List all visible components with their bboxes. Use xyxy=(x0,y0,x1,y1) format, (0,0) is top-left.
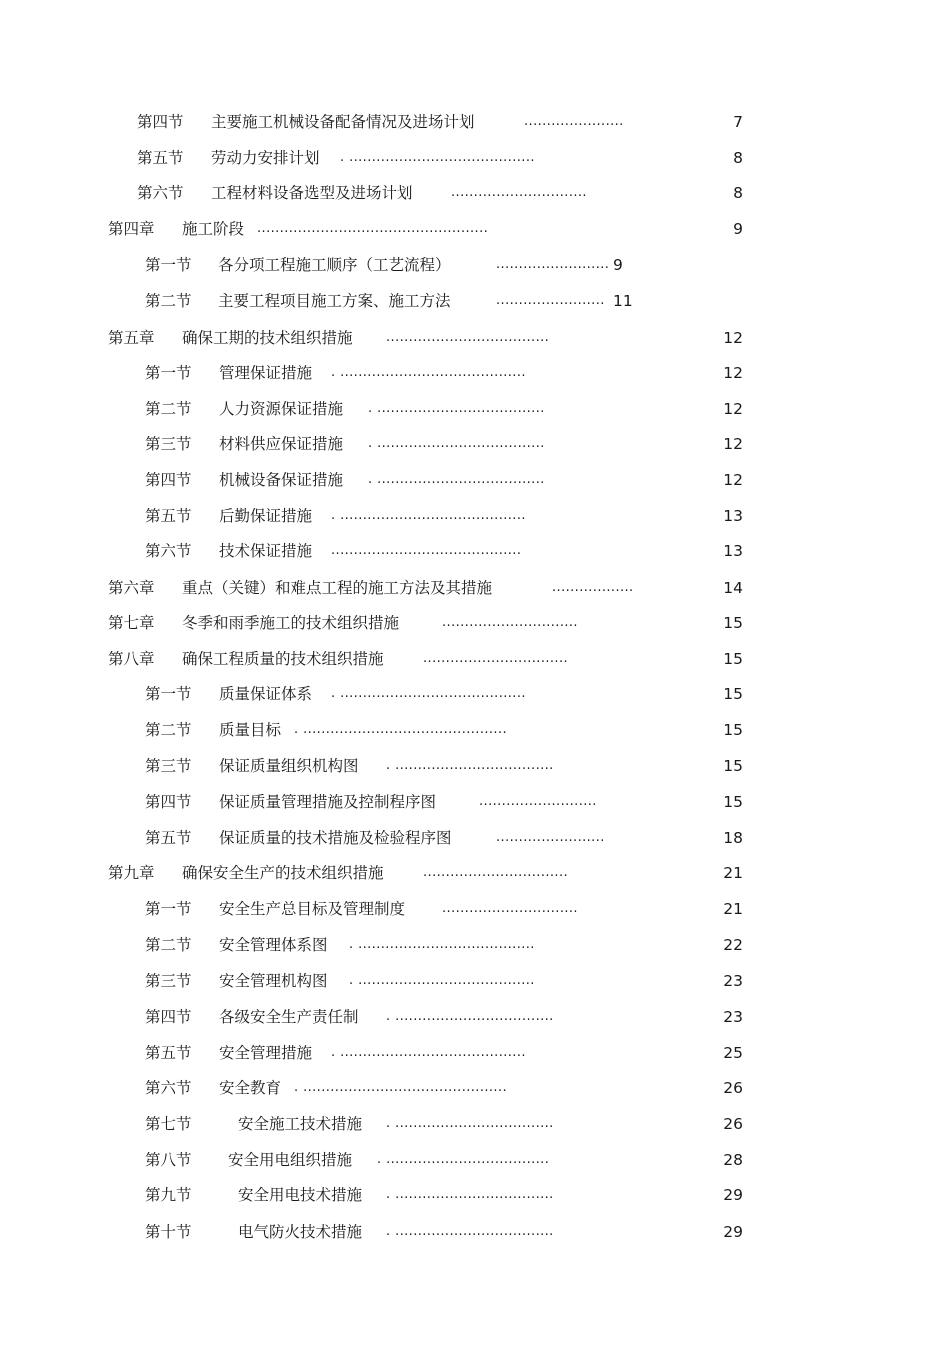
toc-title: 各级安全生产责任制 xyxy=(219,1008,359,1026)
toc-leader: . ......................................... xyxy=(331,365,526,380)
toc-page: 15 xyxy=(723,650,743,668)
toc-leader: . ......................................... xyxy=(331,1045,526,1060)
toc-page: 8 xyxy=(733,184,743,202)
toc-title: 确保安全生产的技术组织措施 xyxy=(182,864,384,882)
toc-number: 第二节 xyxy=(145,400,192,418)
toc-leader: . ..................................... xyxy=(368,472,545,487)
toc-number: 第六节 xyxy=(137,184,184,202)
toc-title: 材料供应保证措施 xyxy=(219,435,344,453)
toc-page: 15 xyxy=(723,685,743,703)
toc-number: 第三节 xyxy=(145,972,192,990)
toc-page: 23 xyxy=(723,972,743,990)
toc-page: 22 xyxy=(723,936,743,954)
toc-leader: ........................ xyxy=(496,293,605,308)
toc-title: 确保工程质量的技术组织措施 xyxy=(182,650,384,668)
toc-page: 21 xyxy=(723,900,743,918)
toc-page: 12 xyxy=(723,471,743,489)
toc-number: 第六章 xyxy=(108,579,155,597)
toc-page: 14 xyxy=(723,579,743,597)
toc-leader: . .................................... xyxy=(377,1152,550,1167)
toc-leader: . ......................................... xyxy=(340,150,535,165)
toc-title: 安全施工技术措施 xyxy=(238,1115,363,1133)
toc-leader: ...................... xyxy=(524,114,624,129)
toc-leader: .................. xyxy=(552,580,634,595)
toc-leader: .................................... xyxy=(386,330,550,345)
toc-page: 15 xyxy=(723,757,743,775)
toc-page: 26 xyxy=(723,1115,743,1133)
toc-title: 安全管理体系图 xyxy=(219,936,328,954)
toc-number: 第六节 xyxy=(145,1079,192,1097)
toc-leader: .............................. xyxy=(451,185,587,200)
toc-title: 重点（关键）和难点工程的施工方法及其措施 xyxy=(182,579,493,597)
toc-page: 21 xyxy=(723,864,743,882)
toc-page: 23 xyxy=(723,1008,743,1026)
toc-page: 12 xyxy=(723,435,743,453)
toc-page: 13 xyxy=(723,542,743,560)
toc-page: 13 xyxy=(723,507,743,525)
toc-leader: . ......................................... xyxy=(331,508,526,523)
toc-number: 第四章 xyxy=(108,220,155,238)
toc-number: 第十节 xyxy=(145,1223,192,1241)
toc-leader: .............................. xyxy=(442,901,578,916)
toc-number: 第二节 xyxy=(145,721,192,739)
toc-title: 保证质量组织机构图 xyxy=(219,757,359,775)
toc-title: 后勤保证措施 xyxy=(219,507,313,525)
toc-title: 电气防火技术措施 xyxy=(238,1223,363,1241)
toc-number: 第五节 xyxy=(145,829,192,847)
toc-number: 第五节 xyxy=(145,507,192,525)
toc-title: 安全用电组织措施 xyxy=(228,1151,353,1169)
toc-title: 安全管理机构图 xyxy=(219,972,328,990)
toc-number: 第九节 xyxy=(145,1186,192,1204)
toc-page: 12 xyxy=(723,329,743,347)
toc-title: 主要工程项目施工方案、施工方法 xyxy=(218,292,451,310)
toc-title: 技术保证措施 xyxy=(219,542,313,560)
toc-leader: ................................ xyxy=(423,865,569,880)
toc-page: 8 xyxy=(733,149,743,167)
toc-number: 第五章 xyxy=(108,329,155,347)
toc-title: 人力资源保证措施 xyxy=(219,400,344,418)
toc-leader: . ................................... xyxy=(386,1009,554,1024)
toc-page: 28 xyxy=(723,1151,743,1169)
toc-title: 冬季和雨季施工的技术组织措施 xyxy=(182,614,400,632)
toc-number: 第九章 xyxy=(108,864,155,882)
toc-page: 25 xyxy=(723,1044,743,1062)
toc-number: 第二节 xyxy=(145,936,192,954)
toc-leader: . ............................................. xyxy=(294,722,508,737)
toc-title: 质量目标 xyxy=(219,721,282,739)
toc-page: 9 xyxy=(613,256,623,274)
toc-title: 劳动力安排计划 xyxy=(211,149,320,167)
toc-page: 26 xyxy=(723,1079,743,1097)
toc-number: 第一节 xyxy=(145,364,192,382)
toc-number: 第四节 xyxy=(145,1008,192,1026)
toc-leader: . ......................................... xyxy=(331,686,526,701)
toc-leader: . ................................... xyxy=(386,1187,554,1202)
toc-leader: . ................................... xyxy=(386,1224,554,1239)
toc-leader: . ................................... xyxy=(386,1116,554,1131)
toc-number: 第五节 xyxy=(137,149,184,167)
toc-title: 主要施工机械设备配备情况及进场计划 xyxy=(211,113,475,131)
toc-number: 第七节 xyxy=(145,1115,192,1133)
toc-title: 各分项工程施工顺序（工艺流程） xyxy=(218,256,451,274)
toc-leader: ......................... xyxy=(496,257,610,272)
toc-number: 第四节 xyxy=(137,113,184,131)
toc-page: 7 xyxy=(733,113,743,131)
toc-number: 第二节 xyxy=(145,292,192,310)
toc-number: 第七章 xyxy=(108,614,155,632)
toc-page: 15 xyxy=(723,793,743,811)
toc-page: 15 xyxy=(723,614,743,632)
toc-title: 质量保证体系 xyxy=(219,685,313,703)
toc-number: 第四节 xyxy=(145,793,192,811)
toc-page: 12 xyxy=(723,400,743,418)
toc-page: 29 xyxy=(723,1223,743,1241)
toc-leader: .......................................... xyxy=(331,543,522,558)
toc-number: 第一节 xyxy=(145,900,192,918)
toc-title: 工程材料设备选型及进场计划 xyxy=(211,184,413,202)
toc-title: 确保工期的技术组织措施 xyxy=(182,329,353,347)
toc-page: 29 xyxy=(723,1186,743,1204)
toc-number: 第三节 xyxy=(145,757,192,775)
toc-leader: . ....................................... xyxy=(349,937,535,952)
toc-number: 第八节 xyxy=(145,1151,192,1169)
toc-number: 第一节 xyxy=(145,685,192,703)
toc-leader: ........................ xyxy=(496,830,605,845)
toc-number: 第四节 xyxy=(145,471,192,489)
toc-title: 机械设备保证措施 xyxy=(219,471,344,489)
toc-page: 11 xyxy=(613,292,633,310)
toc-leader: .......................... xyxy=(479,794,597,809)
toc-title: 安全用电技术措施 xyxy=(238,1186,363,1204)
toc-page: 9 xyxy=(733,220,743,238)
toc-leader: .............................. xyxy=(442,615,578,630)
toc-page: 18 xyxy=(723,829,743,847)
toc-title: 安全管理措施 xyxy=(219,1044,313,1062)
toc-title: 保证质量的技术措施及检验程序图 xyxy=(219,829,452,847)
toc-page: 15 xyxy=(723,721,743,739)
toc-title: 安全教育 xyxy=(219,1079,282,1097)
toc-number: 第六节 xyxy=(145,542,192,560)
toc-title: 保证质量管理措施及控制程序图 xyxy=(219,793,437,811)
toc-number: 第八章 xyxy=(108,650,155,668)
toc-title: 管理保证措施 xyxy=(219,364,313,382)
toc-leader: . ....................................... xyxy=(349,973,535,988)
toc-page: 12 xyxy=(723,364,743,382)
toc-leader: . ............................................. xyxy=(294,1080,508,1095)
toc-leader: . ..................................... xyxy=(368,401,545,416)
toc-leader: . ..................................... xyxy=(368,436,545,451)
toc-number: 第三节 xyxy=(145,435,192,453)
toc-title: 施工阶段 xyxy=(182,220,245,238)
toc-leader: . ................................... xyxy=(386,758,554,773)
toc-leader: ................................................... xyxy=(257,221,489,236)
toc-number: 第一节 xyxy=(145,256,192,274)
toc-leader: ................................ xyxy=(423,651,569,666)
toc-title: 安全生产总目标及管理制度 xyxy=(219,900,406,918)
toc-number: 第五节 xyxy=(145,1044,192,1062)
